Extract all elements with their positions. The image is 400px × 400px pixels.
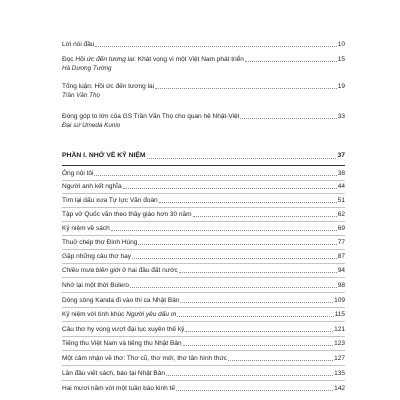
entry-title: Thuở chép thơ Đinh Hùng xyxy=(62,239,138,246)
toc-entry xyxy=(62,325,345,334)
entry-author: Hà Dương Tường xyxy=(62,65,112,72)
dot-leader xyxy=(155,88,337,89)
dot-leader xyxy=(228,360,333,361)
entry-page: 10 xyxy=(337,41,345,48)
entry-divider xyxy=(62,235,345,236)
dot-leader xyxy=(159,202,337,203)
entry-title: Tập vở Quốc văn theo thầy giáo hơn 30 năm xyxy=(62,211,192,218)
entry-page: 127 xyxy=(334,355,345,362)
dot-leader xyxy=(176,390,333,391)
entry-page: 15 xyxy=(337,56,345,63)
toc-entry-dong-gop xyxy=(62,112,345,130)
toc-entry xyxy=(62,369,345,378)
dot-leader xyxy=(138,244,336,245)
entry-title: Ông nội tôi xyxy=(62,170,94,177)
dot-leader xyxy=(183,345,334,346)
entry-title: Nhớ lại một thời Bolero xyxy=(62,282,130,289)
toc-entry xyxy=(62,339,345,348)
entry-divider xyxy=(62,365,345,366)
entry-divider xyxy=(62,321,345,322)
entry-divider xyxy=(62,180,345,181)
entry-title-italic: Hồi ức đến tương lai xyxy=(75,56,135,63)
toc-entry xyxy=(62,310,345,319)
entry-title-italic: Người yêu dấu ơi xyxy=(126,311,177,318)
part-heading xyxy=(62,151,345,161)
dot-leader xyxy=(166,375,333,376)
part-page: 37 xyxy=(337,152,345,159)
toc-entry xyxy=(62,224,345,233)
dot-leader xyxy=(123,188,337,189)
dot-leader xyxy=(193,216,337,217)
toc-entry-preface xyxy=(62,40,345,49)
entry-page: 87 xyxy=(337,253,345,260)
dot-leader xyxy=(95,46,336,47)
entry-title: Dòng sông Kanda đi vào thi ca Nhật Bản xyxy=(62,297,180,304)
entry-page: 44 xyxy=(337,183,345,190)
entry-divider xyxy=(62,207,345,208)
dot-leader xyxy=(111,230,337,231)
entry-title xyxy=(62,55,244,64)
dot-leader xyxy=(240,118,336,119)
entry-title: Một cảm nhận về thơ: Thơ cũ, thơ mới, thơ tân hình thức xyxy=(62,355,228,362)
toc-entry xyxy=(62,281,345,290)
entry-author: Trần Văn Thọ xyxy=(62,92,101,99)
entry-title: Câu thơ hy vọng vượt đại lục xuyên thế kỷ xyxy=(62,326,185,333)
entry-page: 109 xyxy=(334,297,345,304)
entry-title xyxy=(62,266,178,275)
dot-leader xyxy=(180,302,333,303)
entry-title: Gặp những câu thơ hay xyxy=(62,253,131,260)
dot-leader xyxy=(177,316,333,317)
entry-divider xyxy=(62,336,345,337)
toc-entry xyxy=(62,296,345,305)
entry-title: Kỷ niệm về sách xyxy=(62,225,110,232)
entry-page: 51 xyxy=(337,197,345,204)
toc-entry xyxy=(62,266,345,275)
toc-entry-doc-hoi-uc xyxy=(62,55,345,73)
entry-page: 33 xyxy=(337,113,345,120)
entry-title-prefix: Kỷ niệm với tình khúc xyxy=(62,311,127,318)
entry-page: 98 xyxy=(337,282,345,289)
entry-title xyxy=(62,310,176,319)
entry-divider xyxy=(62,350,345,351)
entry-title-italic: Chiều mưa biên giới xyxy=(62,267,121,274)
dot-leader xyxy=(179,272,337,273)
toc-entry xyxy=(62,169,345,178)
toc-entry xyxy=(62,182,345,191)
entry-divider xyxy=(62,221,345,222)
entry-title: Đóng góp to lớn của GS Trần Văn Thọ cho quan hệ Nhật-Việt xyxy=(62,113,240,120)
dot-leader xyxy=(132,258,337,259)
entry-page: 123 xyxy=(334,340,345,347)
entry-divider xyxy=(62,277,345,278)
part-title: PHẦN I. NHỚ VỀ KỶ NIỆM xyxy=(62,152,146,159)
entry-divider xyxy=(62,307,345,308)
toc-entry xyxy=(62,210,345,219)
entry-page: 94 xyxy=(337,267,345,274)
entry-page: 135 xyxy=(334,370,345,377)
entry-page: 38 xyxy=(337,170,345,177)
entry-divider xyxy=(62,380,345,381)
toc-entry-tong-luan xyxy=(62,82,345,100)
entry-page: 62 xyxy=(337,211,345,218)
part-divider xyxy=(62,165,345,166)
entry-page: 115 xyxy=(334,311,345,318)
entry-divider xyxy=(62,292,345,293)
dot-leader xyxy=(94,175,336,176)
entry-title: Tìm lại dấu xưa Tự lực Văn đoàn xyxy=(62,197,158,204)
entry-divider xyxy=(62,193,345,194)
entry-title: Lời nói đầu xyxy=(62,41,95,48)
entry-divider xyxy=(62,249,345,250)
dot-leader xyxy=(245,61,337,62)
dot-leader xyxy=(185,331,333,332)
entry-page: 121 xyxy=(334,326,345,333)
entry-title-prefix: Đọc xyxy=(62,56,76,63)
toc-entry xyxy=(62,384,345,393)
entry-title-suffix: : Khát vọng vì một Việt Nam phát triển xyxy=(134,56,244,63)
toc-entry xyxy=(62,196,345,205)
entry-title: Tổng luận: Hồi ức đến tương lai xyxy=(62,83,155,90)
entry-page: 69 xyxy=(337,225,345,232)
dot-leader xyxy=(130,287,337,288)
toc-entry xyxy=(62,252,345,261)
entry-title: Hai mươi năm với một tuần báo kinh tế xyxy=(62,385,175,392)
entry-title: Người anh kết nghĩa xyxy=(62,183,122,190)
entry-author: Đại sứ Umeda Kunio xyxy=(62,122,121,129)
entry-title: Lần đầu viết sách, báo tại Nhật Bản xyxy=(62,370,165,377)
entry-title: Tiếng thu Việt Nam và tiếng thu Nhật Bản xyxy=(62,340,182,347)
entry-page: 19 xyxy=(337,83,345,90)
entry-page: 77 xyxy=(337,239,345,246)
dot-leader xyxy=(147,158,337,159)
entry-page: 142 xyxy=(334,385,345,392)
toc-entry xyxy=(62,238,345,247)
entry-title-suffix: ở hai đầu đất nước xyxy=(120,267,178,274)
entry-divider xyxy=(62,263,345,264)
toc-entry xyxy=(62,354,345,363)
